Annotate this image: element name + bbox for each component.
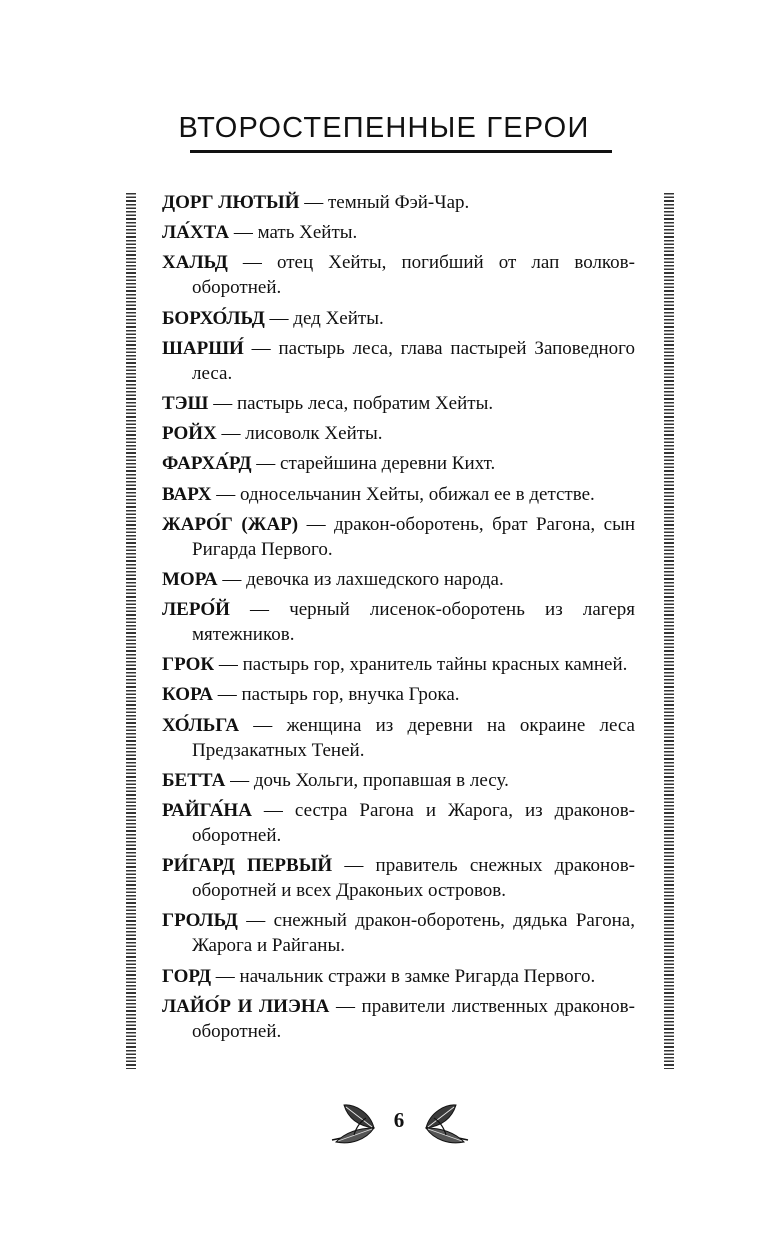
character-entry — [162, 798, 635, 848]
character-name: БОРХО́ЛЬД — [162, 307, 265, 329]
character-name: ТЭШ — [162, 392, 209, 414]
character-name: ЛАЙО́Р И ЛИЭНА — [162, 995, 330, 1017]
character-name: ВАРХ — [162, 483, 212, 505]
character-description: — дочь Хольги, пропавшая в лесу. — [225, 769, 509, 791]
character-description: — отец Хейты, погибший от лап волков-оборотней. — [192, 252, 635, 299]
character-name: РОЙХ — [162, 423, 217, 445]
character-name: РИ́ГАРД ПЕРВЫЙ — [162, 855, 333, 877]
character-entry — [162, 220, 635, 245]
character-entry — [162, 597, 635, 647]
character-entry — [162, 768, 635, 793]
character-entry — [162, 713, 635, 763]
character-name: ЛА́ХТА — [162, 222, 230, 244]
character-description: — односельчанин Хейты, обижал ее в детстве. — [211, 483, 595, 505]
title-underline — [190, 150, 612, 153]
character-entry — [162, 652, 635, 677]
character-description: — пастырь гор, внучка Грока. — [212, 684, 460, 706]
character-description: — правители лиственных драконов-оборотней. — [192, 995, 635, 1042]
character-entry — [162, 190, 635, 215]
character-name: ХАЛЬД — [162, 252, 228, 274]
character-entry — [162, 512, 635, 562]
character-description: — дед Хейты. — [264, 307, 384, 329]
character-name: БЕТТА — [162, 769, 226, 791]
character-description: — правитель снежных драконов-оборотней и всех Драконьих островов. — [192, 855, 635, 902]
character-name: ШАРШИ́ — [162, 337, 244, 359]
left-decorative-border — [126, 193, 136, 1069]
character-description: — мать Хейты. — [229, 222, 358, 244]
character-description: — пастырь гор, хранитель тайны красных камней. — [214, 654, 628, 676]
character-description: — пастырь леса, побратим Хейты. — [208, 392, 494, 414]
character-entry — [162, 964, 635, 989]
character-entry — [162, 391, 635, 416]
character-entry — [162, 336, 635, 386]
character-name: КОРА — [162, 684, 213, 706]
character-description: — девочка из лахшедского народа. — [217, 568, 504, 590]
character-description: — старейшина деревни Кихт. — [251, 453, 496, 475]
page-title: ВТОРОСТЕПЕННЫЕ ГЕРОИ — [178, 112, 590, 144]
character-entry — [162, 682, 635, 707]
character-name: ГРОК — [162, 654, 215, 676]
character-description: — сестра Рагона и Жарога, из драконов-оборотней. — [192, 800, 635, 846]
character-description: — начальник стражи в замке Ригарда Первого. — [211, 965, 596, 987]
character-name: ХО́ЛЬГА — [162, 714, 240, 736]
character-entry — [162, 908, 635, 958]
character-entry — [162, 567, 635, 592]
leaf-sprig-icon — [332, 1105, 374, 1143]
leaf-sprig-icon — [426, 1105, 468, 1143]
character-entry — [162, 306, 635, 331]
character-name: РАЙГА́НА — [162, 800, 252, 821]
character-name: ГОРД — [162, 965, 212, 987]
character-name: ДОРГ ЛЮТЫЙ — [162, 192, 300, 213]
character-description: — черный лисенок-оборотень из лагеря мятежников. — [192, 599, 635, 646]
character-entry — [162, 451, 635, 476]
right-decorative-border — [664, 193, 674, 1069]
character-name: ГРОЛЬД — [162, 910, 238, 932]
page-footer — [0, 1098, 768, 1148]
character-entry — [162, 853, 635, 903]
character-name: ЛЕРО́Й — [162, 599, 230, 621]
character-name: МОРА — [162, 568, 218, 590]
character-description: — пастырь леса, глава пастырей Заповедного леса. — [192, 337, 635, 384]
character-name: ЖАРО́Г (ЖАР) — [162, 513, 299, 535]
character-entry — [162, 994, 635, 1044]
character-entry — [162, 421, 635, 446]
character-name: ФАРХА́РД — [162, 453, 252, 475]
character-description: — снежный дракон-оборотень, дядька Рагона, Жарога и Райганы. — [192, 910, 635, 957]
character-entry — [162, 250, 635, 300]
character-description: — лисоволк Хейты. — [216, 423, 383, 445]
character-description: — темный Фэй-Чар. — [299, 192, 470, 213]
character-entry — [162, 482, 635, 507]
character-list — [162, 190, 635, 1049]
character-description: — дракон-оборотень, брат Рагона, сын Ригарда Первого. — [192, 513, 635, 560]
character-description: — женщина из деревни на окраине леса Предзакатных Теней. — [192, 714, 635, 761]
page-number: 6 — [393, 1108, 405, 1132]
